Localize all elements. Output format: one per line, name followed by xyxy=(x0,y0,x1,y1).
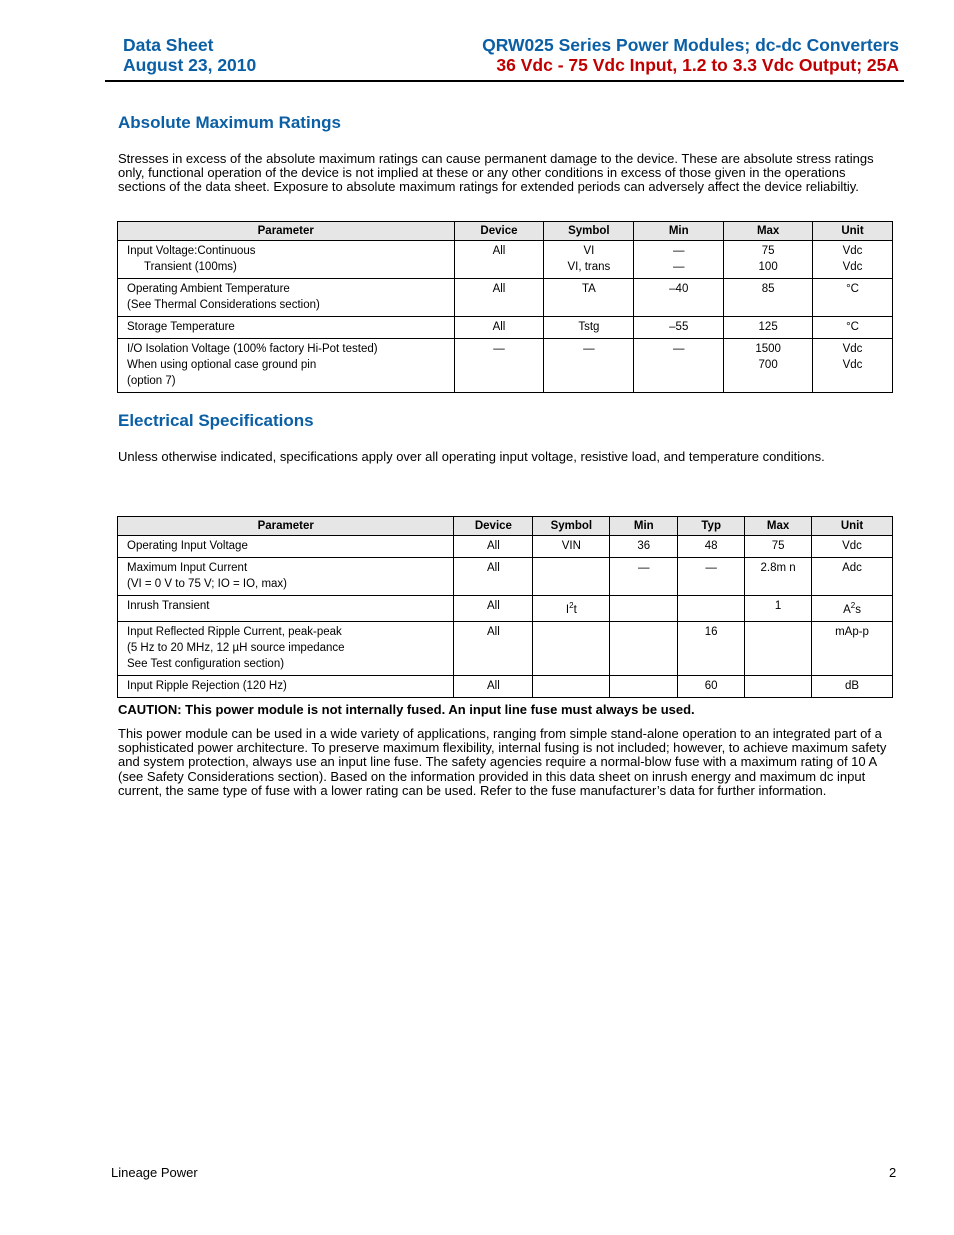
es-table xyxy=(117,516,893,698)
amr-intro: Stresses in excess of the absolute maximum ratings can cause permanent damage to the device. These are absolute stress ratings only, functional operation of the device is not implied at these or any other conditions in excess of those given in the operations sections of the data sheet. Exposure to absolute maximum ratings for extended periods can adversely affect the device reliabiltiy. xyxy=(118,151,874,195)
doc-header-right xyxy=(482,35,899,75)
es-intro: Unless otherwise indicated, specifications apply over all operating input voltage, resistive load, and temperature conditions. xyxy=(118,449,825,464)
es-col-parameter: Parameter xyxy=(118,517,454,536)
caution-note: CAUTION: This power module is not internally fused. An input line fuse must always be used. xyxy=(118,702,695,717)
device-cell xyxy=(454,279,544,317)
param-line: (See Thermal Considerations section) xyxy=(127,299,320,311)
cell-line: °C xyxy=(846,283,859,295)
max-cell: 75 xyxy=(745,536,812,558)
device-cell: All xyxy=(454,558,533,596)
symbol-cell xyxy=(544,241,634,279)
param-cell xyxy=(118,317,455,339)
cell-line: 75 xyxy=(761,245,775,257)
es-header-row xyxy=(118,517,893,536)
amr-col-parameter: Parameter xyxy=(118,222,455,241)
cell-line: °C xyxy=(846,321,859,333)
max-cell: 2.8m n xyxy=(745,558,812,596)
cell-line: Vdc xyxy=(842,359,863,371)
typ-cell xyxy=(678,596,745,622)
max-cell xyxy=(724,339,813,393)
param-line: (VI = 0 V to 75 V; IO = IO, max) xyxy=(127,578,287,590)
param-line: Transient (100ms) xyxy=(144,261,237,273)
cell-line: — xyxy=(673,245,685,257)
table-row xyxy=(118,279,893,317)
symbol-cell: VIN xyxy=(533,536,610,558)
param-cell xyxy=(118,621,454,675)
table-row xyxy=(118,339,893,393)
cell-line: Tstg xyxy=(578,321,600,333)
es-col-max: Max xyxy=(745,517,812,536)
symbol-cell xyxy=(533,675,610,697)
amr-col-device: Device xyxy=(454,222,544,241)
param-line: Maximum Input Current xyxy=(127,562,248,574)
cell-line: VI xyxy=(583,245,595,257)
symbol-cell xyxy=(533,621,610,675)
unit-tail: s xyxy=(855,603,861,616)
unit-cell: Adc xyxy=(812,558,893,596)
es-heading: Electrical Specifications xyxy=(118,411,314,430)
param-line: Storage Temperature xyxy=(127,321,235,333)
param-line: Input Voltage:Continuous xyxy=(127,245,256,257)
min-cell: 36 xyxy=(610,536,678,558)
cell-line: Vdc xyxy=(842,343,863,355)
unit-cell xyxy=(813,241,893,279)
amr-col-max: Max xyxy=(724,222,813,241)
min-cell xyxy=(610,596,678,622)
header-rule xyxy=(105,80,904,82)
unit-cell: Vdc xyxy=(812,536,893,558)
unit-superscript: 2 xyxy=(850,601,856,610)
cell-line: –55 xyxy=(669,321,689,333)
cell-line: 125 xyxy=(758,321,778,333)
symbol-cell xyxy=(533,596,610,622)
amr-col-min: Min xyxy=(634,222,724,241)
typ-cell: — xyxy=(678,558,745,596)
fuse-paragraph: This power module can be used in a wide variety of applications, ranging from simple stand-alone operation to an integrated part of a sophisticated power architecture. To preserve maximum flexibility, internal fusing is not included; however, to achieve maximum safety and system protection, always use an input line fuse. The safety agencies require a normal-blow fuse with a maximum rating of 10 A (see Safety Considerations section). Based on the information provided in this data sheet on inrush energy and maximum dc input current, the same type of fuse with a lower rating can be used. Refer to the fuse manufacturer’s data for further information. xyxy=(118,726,887,798)
device-cell: All xyxy=(454,536,533,558)
min-cell xyxy=(634,241,724,279)
max-cell xyxy=(724,317,813,339)
max-cell xyxy=(745,621,812,675)
cell-line: — xyxy=(493,343,505,355)
param-cell xyxy=(118,596,454,622)
es-col-symbol: Symbol xyxy=(533,517,610,536)
cell-line: Vdc xyxy=(842,245,863,257)
min-cell xyxy=(634,279,724,317)
param-line: Inrush Transient xyxy=(127,600,210,612)
min-cell xyxy=(610,621,678,675)
amr-col-symbol: Symbol xyxy=(544,222,634,241)
device-cell xyxy=(454,241,544,279)
amr-heading: Absolute Maximum Ratings xyxy=(118,113,341,132)
device-cell: All xyxy=(454,621,533,675)
max-cell xyxy=(745,675,812,697)
cell-line: All xyxy=(492,321,506,333)
cell-line: 100 xyxy=(758,261,778,273)
param-line: Input Ripple Rejection (120 Hz) xyxy=(127,679,287,692)
es-col-typ: Typ xyxy=(678,517,745,536)
param-cell xyxy=(118,536,454,558)
table-row xyxy=(118,241,893,279)
table-row xyxy=(118,536,893,558)
table-row xyxy=(118,317,893,339)
typ-cell: 48 xyxy=(678,536,745,558)
max-cell: 1 xyxy=(745,596,812,622)
unit-cell: mAp-p xyxy=(812,621,893,675)
es-col-device: Device xyxy=(454,517,533,536)
min-cell xyxy=(634,317,724,339)
param-line: When using optional case ground pin xyxy=(127,359,317,371)
page-number: 2 xyxy=(889,1165,897,1180)
device-cell: All xyxy=(454,675,533,697)
symbol-cell xyxy=(544,317,634,339)
min-cell xyxy=(610,675,678,697)
symbol-tail: t xyxy=(573,603,577,616)
cell-line: — xyxy=(583,343,595,355)
unit-cell xyxy=(813,317,893,339)
param-cell xyxy=(118,279,455,317)
product-title: QRW025 Series Power Modules; dc-dc Converters xyxy=(482,35,899,55)
symbol-superscript: 2 xyxy=(569,601,574,610)
doc-date: August 23, 2010 xyxy=(123,55,257,75)
table-row xyxy=(118,558,893,596)
param-cell xyxy=(118,675,454,697)
cell-line: 85 xyxy=(761,283,775,295)
amr-header-row xyxy=(118,222,893,241)
param-cell xyxy=(118,558,454,596)
symbol-cell xyxy=(544,339,634,393)
table-row xyxy=(118,621,893,675)
cell-line: All xyxy=(492,245,506,257)
min-cell xyxy=(634,339,724,393)
param-line: Operating Ambient Temperature xyxy=(127,283,290,295)
unit-base: A xyxy=(843,603,851,616)
param-line: I/O Isolation Voltage (100% factory Hi-Pot tested) xyxy=(127,343,378,355)
table-row xyxy=(118,675,893,697)
param-cell xyxy=(118,339,455,393)
table-row xyxy=(118,596,893,622)
device-cell xyxy=(454,339,544,393)
footer-company: Lineage Power xyxy=(111,1165,198,1180)
typ-cell: 16 xyxy=(678,621,745,675)
cell-line: — xyxy=(673,261,685,273)
cell-line: All xyxy=(492,283,506,295)
max-cell xyxy=(724,279,813,317)
symbol-cell xyxy=(544,279,634,317)
min-cell: — xyxy=(610,558,678,596)
doc-type: Data Sheet xyxy=(123,35,214,55)
cell-line: — xyxy=(673,343,685,355)
cell-line: TA xyxy=(581,283,596,295)
param-line: Input Reflected Ripple Current, peak-peak xyxy=(127,625,342,638)
product-subtitle: 36 Vdc - 75 Vdc Input, 1.2 to 3.3 Vdc Output; 25A xyxy=(496,55,899,75)
unit-cell xyxy=(813,279,893,317)
es-col-min: Min xyxy=(610,517,678,536)
symbol-base: I xyxy=(565,603,570,616)
param-line: (5 Hz to 20 MHz, 12 µH source impedance xyxy=(127,641,345,654)
cell-line: 700 xyxy=(758,359,778,371)
param-line: See Test configuration section) xyxy=(127,657,285,670)
amr-col-unit: Unit xyxy=(813,222,893,241)
cell-line: VI, trans xyxy=(567,261,611,273)
device-cell: All xyxy=(454,596,533,622)
unit-cell: dB xyxy=(812,675,893,697)
param-line: Operating Input Voltage xyxy=(127,540,248,552)
amr-table xyxy=(117,221,893,393)
cell-line: 1500 xyxy=(755,343,781,355)
unit-cell xyxy=(812,596,893,622)
param-line: (option 7) xyxy=(127,375,176,387)
device-cell xyxy=(454,317,544,339)
symbol-cell xyxy=(533,558,610,596)
es-col-unit: Unit xyxy=(812,517,893,536)
cell-line: Vdc xyxy=(842,261,863,273)
max-cell xyxy=(724,241,813,279)
cell-line: –40 xyxy=(669,283,689,295)
param-cell xyxy=(118,241,455,279)
doc-header-left xyxy=(123,35,256,75)
unit-cell xyxy=(813,339,893,393)
typ-cell: 60 xyxy=(678,675,745,697)
